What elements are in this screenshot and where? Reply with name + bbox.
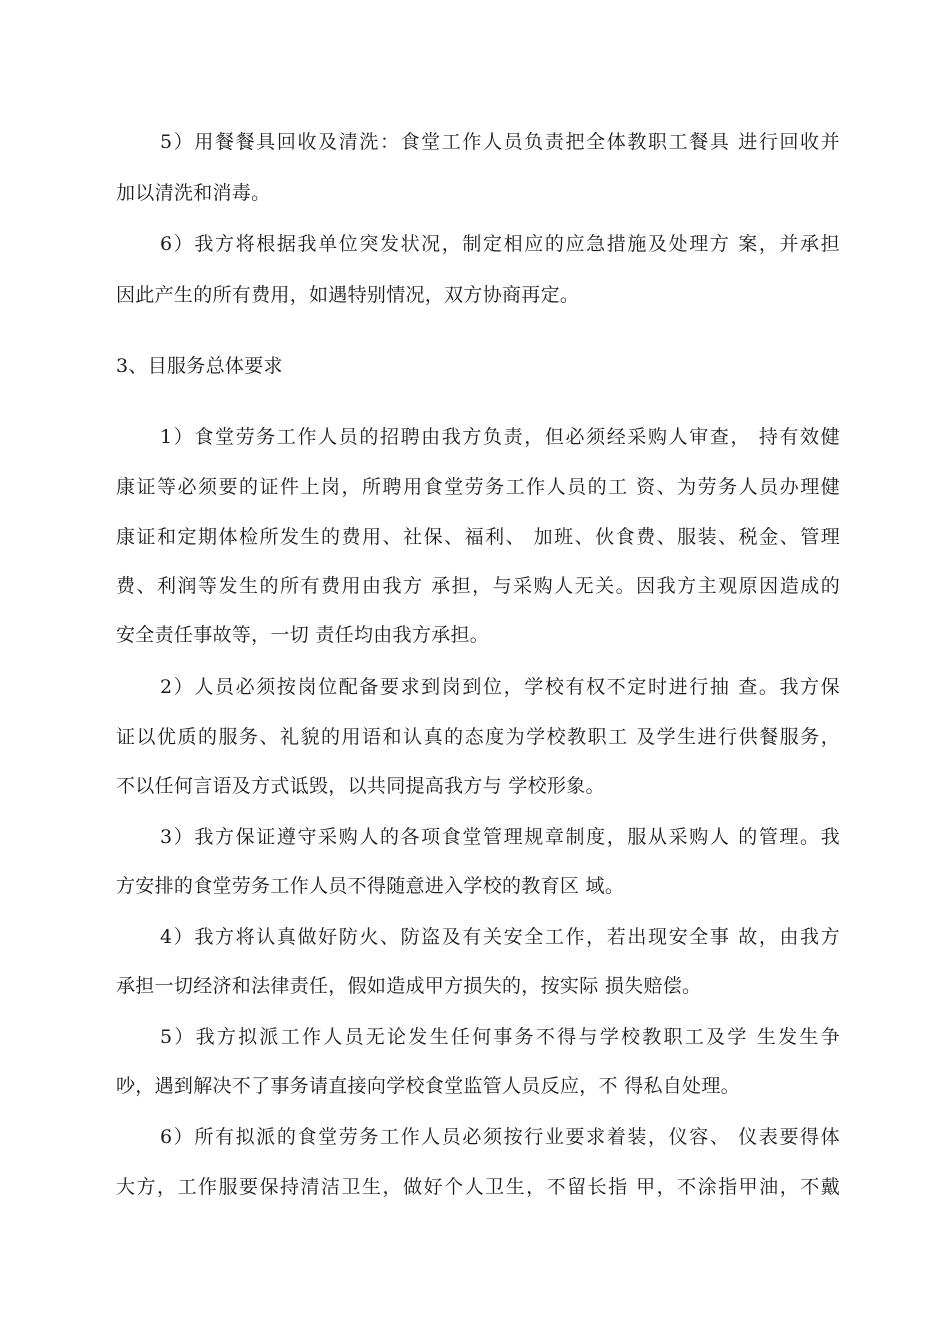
text-line: 2）人员必须按岗位配备要求到岗到位，学校有权不定时进行抽 查。我方保 bbox=[160, 676, 840, 698]
text-line: 6）我方将根据我单位突发状况，制定相应的应急措施及处理方 案，并承担 bbox=[160, 233, 840, 255]
text-line: 5）用餐餐具回收及清洗：食堂工作人员负责把全体教职工餐具 进行回收并 bbox=[160, 131, 840, 153]
text-line: 证以优质的服务、礼貌的用语和认真的态度为学校教职工 及学生进行供餐服务， bbox=[116, 726, 840, 748]
text-line: 4）我方将认真做好防火、防盗及有关安全工作，若出现安全事 故，由我方 bbox=[160, 926, 840, 948]
text-line: 安全责任事故等，一切 责任均由我方承担。 bbox=[116, 624, 490, 646]
text-line: 大方，工作服要保持清洁卫生，做好个人卫生，不留长指 甲，不涂指甲油，不戴 bbox=[116, 1176, 840, 1198]
text-line: 承担一切经济和法律责任，假如造成甲方损失的，按实际 损失赔偿。 bbox=[116, 975, 702, 997]
text-line: 6）所有拟派的食堂劳务工作人员必须按行业要求着装，仪容、 仪表要得体 bbox=[160, 1126, 840, 1148]
text-line: 3）我方保证遵守采购人的各项食堂管理规章制度，服从采购人 的管理。我 bbox=[160, 826, 840, 848]
text-line: 因此产生的所有费用，如遇特别情况，双方协商再定。 bbox=[116, 284, 580, 306]
text-line: 方安排的食堂劳务工作人员不得随意进入学校的教育区 域。 bbox=[116, 875, 625, 897]
text-line: 康证等必须要的证件上岗，所聘用食堂劳务工作人员的工 资、为劳务人员办理健 bbox=[116, 476, 840, 498]
section-heading: 3、目服务总体要求 bbox=[116, 355, 283, 377]
text-line: 费、利润等发生的所有费用由我方 承担，与采购人无关。因我方主观原因造成的 bbox=[116, 575, 840, 597]
text-line: 1）食堂劳务工作人员的招聘由我方负责，但必须经采购人审查， 持有效健 bbox=[160, 426, 840, 448]
text-line: 吵，遇到解决不了事务请直接向学校食堂监管人员反应，不 得私自处理。 bbox=[116, 1075, 740, 1097]
text-line: 5）我方拟派工作人员无论发生任何事务不得与学校教职工及学 生发生争 bbox=[160, 1026, 840, 1048]
text-line: 加以清洗和消毒。 bbox=[116, 182, 271, 204]
text-line: 不以任何言语及方式诋毁，以共同提高我方与 学校形象。 bbox=[116, 775, 605, 797]
text-line: 康证和定期体检所发生的费用、社保、福利、 加班、伙食费、服装、税金、管理 bbox=[116, 526, 840, 548]
